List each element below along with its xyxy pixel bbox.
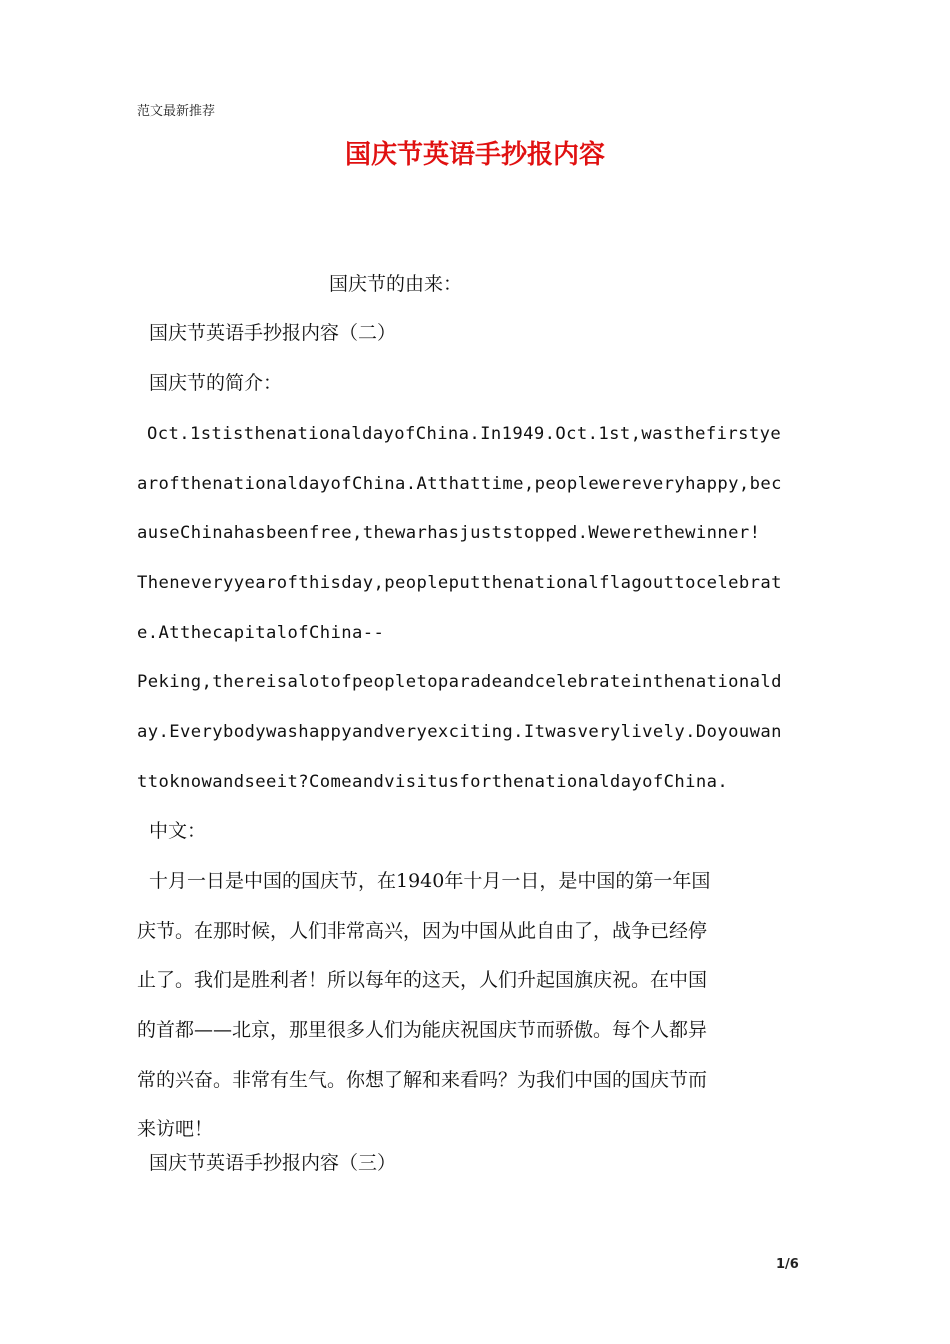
heading-origin: 国庆节的由来： xyxy=(329,273,463,295)
chinese-line: 来访吧！ xyxy=(137,1118,214,1140)
english-line: ttoknowandseeit?ComeandvisitusforthenationaldayofChina. xyxy=(137,772,729,792)
english-line: auseChinahasbeenfree,thewarhasjuststopped.Wewerethewinner! xyxy=(137,523,761,543)
intro-heading: 国庆节的简介： xyxy=(149,372,283,394)
english-line: Theneveryyearofthisday,peopleputthenationalflagouttocelebrat xyxy=(137,573,782,593)
page-number: 1/6 xyxy=(776,1257,799,1272)
english-line: ay.Everybodywashappyandveryexciting.Itwasverylively.Doyouwan xyxy=(137,722,782,742)
english-line: e.AtthecapitalofChina-- xyxy=(137,623,385,643)
section-two-heading: 国庆节英语手抄报内容（二） xyxy=(149,322,397,344)
chinese-heading: 中文： xyxy=(149,820,207,842)
chinese-line: 常的兴奋。非常有生气。你想了解和来看吗？为我们中国的国庆节而 xyxy=(137,1069,708,1091)
section-three-heading: 国庆节英语手抄报内容（三） xyxy=(149,1152,397,1174)
chinese-line: 的首都——北京，那里很多人们为能庆祝国庆节而骄傲。每个人都异 xyxy=(137,1019,708,1041)
chinese-line: 十月一日是中国的国庆节，在1940年十月一日，是中国的第一年国 xyxy=(149,870,711,892)
chinese-line: 止了。我们是胜利者！所以每年的这天，人们升起国旗庆祝。在中国 xyxy=(137,969,708,991)
english-line: Peking,thereisalotofpeopletoparadeandcelebrateinthenationald xyxy=(137,672,782,692)
english-line: arofthenationaldayofChina.Atthattime,peoplewereveryhappy,bec xyxy=(137,474,782,494)
english-line: Oct.1stisthenationaldayofChina.In1949.Oct.1st,wasthefirstye xyxy=(147,424,782,444)
document-title: 国庆节英语手抄报内容 xyxy=(344,140,605,170)
header-label: 范文最新推荐 xyxy=(137,104,216,119)
chinese-line: 庆节。在那时候，人们非常高兴，因为中国从此自由了，战争已经停 xyxy=(137,920,708,942)
